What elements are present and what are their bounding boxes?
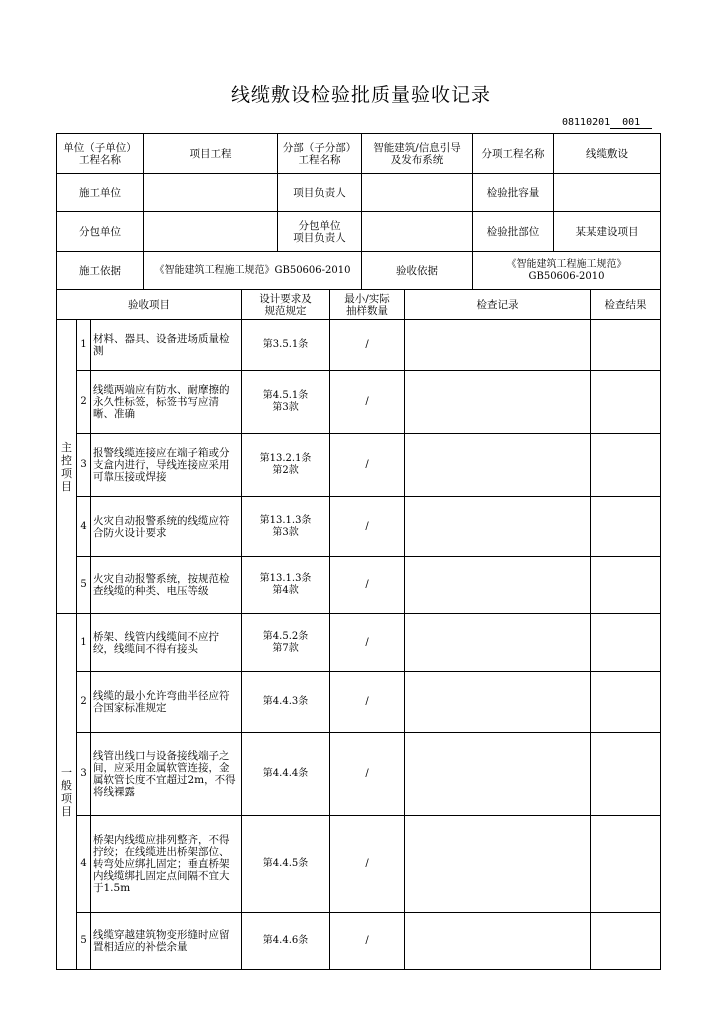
basis-label: 施工依据 — [57, 252, 144, 290]
row-result[interactable] — [591, 733, 661, 816]
row-record[interactable] — [405, 672, 591, 733]
row-item: 线缆的最小允许弯曲半径应符合国家标准规定 — [91, 672, 242, 733]
row-record[interactable] — [405, 434, 591, 497]
form-code-seq: 001 — [610, 117, 652, 129]
row-spec: 第13.2.1条 第2款 — [242, 434, 330, 497]
builder-value — [144, 174, 278, 212]
row-result[interactable] — [591, 497, 661, 557]
subitem-label: 分项工程名称 — [473, 134, 554, 174]
row-qty: / — [330, 614, 405, 672]
row-qty: / — [330, 557, 405, 614]
row-spec: 第4.4.6条 — [242, 913, 330, 970]
unit-label: 单位（子单位） 工程名称 — [57, 134, 144, 174]
acceptance-basis-label: 验收依据 — [362, 252, 473, 290]
row-item: 报警线缆连接应在端子箱或分支盒内进行，导线连接应采用可靠压接或焊接 — [91, 434, 242, 497]
row-result[interactable] — [591, 672, 661, 733]
table-row — [57, 320, 661, 371]
row-result[interactable] — [591, 371, 661, 434]
row-no: 2 — [77, 371, 91, 434]
row-item: 线缆两端应有防水、耐摩擦的永久性标签，标签书写应清晰、准确 — [91, 371, 242, 434]
row-record[interactable] — [405, 816, 591, 913]
row-no: 1 — [77, 614, 91, 672]
row-item: 材料、器具、设备进场质量检测 — [91, 320, 242, 371]
row-spec: 第4.4.3条 — [242, 672, 330, 733]
page-title: 线缆敷设检验批质量验收记录 — [230, 84, 491, 106]
row-record[interactable] — [405, 557, 591, 614]
row-qty: / — [330, 497, 405, 557]
col-spec: 设计要求及 规范规定 — [242, 290, 330, 320]
row-record[interactable] — [405, 733, 591, 816]
row-spec: 第4.5.1条 第3款 — [242, 371, 330, 434]
row-qty: / — [330, 913, 405, 970]
sub-pm-value — [362, 212, 473, 252]
table-row — [57, 371, 661, 434]
row-spec: 第4.4.5条 — [242, 816, 330, 913]
form-code-prefix: 08110201 — [562, 117, 611, 128]
table-row — [57, 816, 661, 913]
row-no: 3 — [77, 434, 91, 497]
row-item: 线缆穿越建筑物变形缝时应留置相适应的补偿余量 — [91, 913, 242, 970]
table-row — [57, 672, 661, 733]
row-no: 3 — [77, 733, 91, 816]
row-no: 4 — [77, 497, 91, 557]
main-control-label: 主控项目 — [57, 320, 77, 614]
table-row — [57, 733, 661, 816]
row-no: 2 — [77, 672, 91, 733]
row-result[interactable] — [591, 913, 661, 970]
basis-value: 《智能建筑工程施工规范》GB50606-2010 — [144, 252, 362, 290]
row-result[interactable] — [591, 434, 661, 497]
subcontractor-label: 分包单位 — [57, 212, 144, 252]
row-spec: 第3.5.1条 — [242, 320, 330, 371]
sub-pm-label: 分包单位 项目负责人 — [278, 212, 362, 252]
general-label: 一般项目 — [57, 614, 77, 970]
form-code — [562, 117, 652, 129]
row-result[interactable] — [591, 614, 661, 672]
table-row — [57, 913, 661, 970]
subcontractor-value — [144, 212, 278, 252]
row-spec: 第13.1.3条 第3款 — [242, 497, 330, 557]
row-record[interactable] — [405, 614, 591, 672]
row-spec: 第4.5.2条 第7款 — [242, 614, 330, 672]
row-record[interactable] — [405, 497, 591, 557]
row-qty: / — [330, 816, 405, 913]
row-record[interactable] — [405, 913, 591, 970]
acceptance-basis-value: 《智能建筑工程施工规范》 GB50606-2010 — [473, 252, 661, 290]
row-result[interactable] — [591, 320, 661, 371]
row-result[interactable] — [591, 816, 661, 913]
capacity-value — [554, 174, 661, 212]
row-qty: / — [330, 320, 405, 371]
col-qty: 最小/实际 抽样数量 — [330, 290, 405, 320]
row-item: 火灾自动报警系统，按规范检查线缆的种类、电压等级 — [91, 557, 242, 614]
capacity-label: 检验批容量 — [473, 174, 554, 212]
table-row — [57, 614, 661, 672]
row-qty: / — [330, 434, 405, 497]
row-spec: 第4.4.4条 — [242, 733, 330, 816]
inspection-table — [56, 289, 661, 970]
location-label: 检验批部位 — [473, 212, 554, 252]
division-value: 智能建筑/信息引导 及发布系统 — [362, 134, 473, 174]
row-no: 5 — [77, 913, 91, 970]
row-result[interactable] — [591, 557, 661, 614]
pm-value — [362, 174, 473, 212]
row-spec: 第13.1.3条 第4款 — [242, 557, 330, 614]
unit-value: 项目工程 — [144, 134, 278, 174]
table-row — [57, 557, 661, 614]
col-item: 验收项目 — [57, 290, 242, 320]
col-record: 检查记录 — [405, 290, 591, 320]
table-row — [57, 497, 661, 557]
row-no: 4 — [77, 816, 91, 913]
row-item: 火灾自动报警系统的线缆应符合防火设计要求 — [91, 497, 242, 557]
row-item: 桥架、线管内线缆间不应拧绞，线缆间不得有接头 — [91, 614, 242, 672]
builder-label: 施工单位 — [57, 174, 144, 212]
row-item: 桥架内线缆应排列整齐，不得拧绞；在线缆进出桥架部位、转弯处应绑扎固定；垂直桥架内线缆绑扎固定点间隔不宜大于1.5m — [91, 816, 242, 913]
row-record[interactable] — [405, 371, 591, 434]
col-result: 检查结果 — [591, 290, 661, 320]
table-row — [57, 434, 661, 497]
row-record[interactable] — [405, 320, 591, 371]
pm-label: 项目负责人 — [278, 174, 362, 212]
row-qty: / — [330, 371, 405, 434]
row-no: 5 — [77, 557, 91, 614]
subitem-value: 线缆敷设 — [554, 134, 661, 174]
row-qty: / — [330, 672, 405, 733]
location-value: 某某建设项目 — [554, 212, 661, 252]
header-table — [56, 133, 661, 290]
row-item: 线管出线口与设备接线端子之间，应采用金属软管连接，金属软管长度不宜超过2m，不得将线裸露 — [91, 733, 242, 816]
division-label: 分部（子分部） 工程名称 — [278, 134, 362, 174]
row-qty: / — [330, 733, 405, 816]
row-no: 1 — [77, 320, 91, 371]
